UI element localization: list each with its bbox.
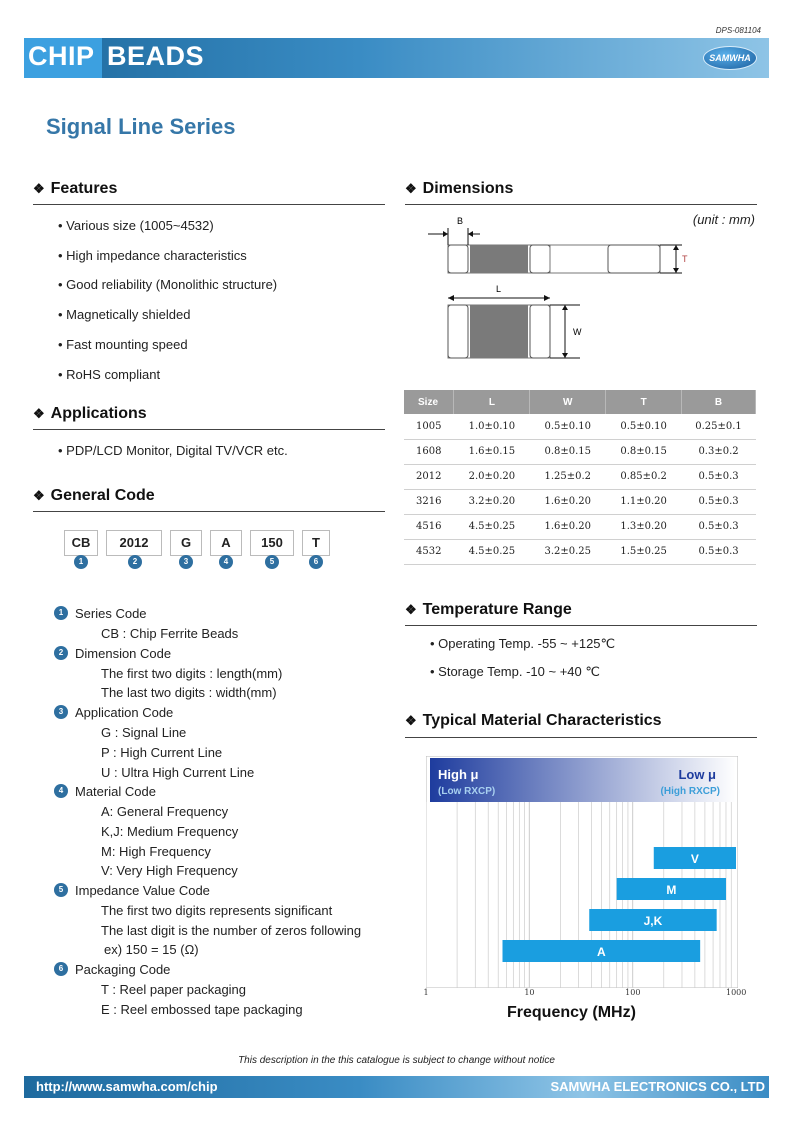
- bar-label: V: [690, 852, 699, 866]
- unit-note: (unit : mm): [692, 212, 755, 227]
- table-cell: 0.5±0.3: [682, 539, 756, 564]
- code-number-badge: 6: [54, 962, 68, 976]
- low-mu-label: Low μ: [678, 767, 716, 782]
- table-cell: 1608: [404, 439, 454, 464]
- feature-item: • Magnetically shielded: [58, 307, 191, 322]
- table-cell: 4.5±0.25: [454, 514, 530, 539]
- temperature-heading: ❖ Temperature Range: [405, 601, 572, 618]
- arrow-head-icon: [544, 295, 550, 301]
- impedance-code-line: ex) 150 = 15 (Ω): [104, 942, 199, 957]
- table-cell: 3.2±0.20: [454, 489, 530, 514]
- code-box-application: G: [170, 530, 202, 556]
- table-cell: 4532: [404, 539, 454, 564]
- arrow-head-icon: [448, 295, 454, 301]
- material-frequency-chart: [426, 756, 738, 988]
- material-rule: [405, 737, 757, 738]
- table-cell: 0.5±0.10: [606, 414, 682, 439]
- table-cell: 0.5±0.3: [682, 489, 756, 514]
- diamond-icon: ❖: [405, 181, 417, 196]
- bar-label: M: [666, 883, 677, 897]
- table-header-row: [404, 390, 756, 414]
- x-tick-label: 10: [524, 988, 535, 997]
- chip-body: [470, 245, 528, 273]
- material-code-line: K,J: Medium Frequency: [101, 824, 239, 839]
- code-number-badge: 3: [179, 555, 193, 569]
- table-cell: 0.5±0.3: [682, 464, 756, 489]
- arrow-head-icon: [443, 231, 448, 237]
- code-box-material: A: [210, 530, 242, 556]
- packaging-code-line: T : Reel paper packaging: [101, 982, 247, 997]
- table-cell: 0.8±0.15: [606, 439, 682, 464]
- dimension-code-title: Dimension Code: [75, 646, 172, 661]
- t-label: T: [682, 254, 688, 264]
- low-rxcp-label: (Low RXCP): [438, 786, 496, 797]
- table-row: [404, 439, 756, 464]
- footer-url-link[interactable]: http://www.samwha.com/chip: [36, 1079, 218, 1094]
- application-item: • PDP/LCD Monitor, Digital TV/VCR etc.: [58, 443, 288, 458]
- chip-electrode-right: [530, 245, 550, 273]
- table-cell: 1.25±0.2: [530, 464, 606, 489]
- chip-bottom-electrode-left: [448, 305, 468, 358]
- series-code-title: Series Code: [75, 606, 147, 621]
- table-cell: 4.5±0.25: [454, 539, 530, 564]
- table-cell: 0.5±0.3: [682, 514, 756, 539]
- material-code-line: V: Very High Frequency: [101, 863, 238, 878]
- code-box-series: CB: [64, 530, 98, 556]
- impedance-code-line: The first two digits represents significant: [101, 903, 333, 918]
- bar-label: A: [596, 945, 606, 959]
- code-number-badge: 5: [54, 883, 68, 897]
- code-number-badge: 3: [54, 705, 68, 719]
- code-box-impedance: 150: [250, 530, 294, 556]
- table-cell: 1.3±0.20: [606, 514, 682, 539]
- table-row: [404, 514, 756, 539]
- arrow-head-icon: [468, 231, 473, 237]
- header-chip-text: CHIP: [28, 41, 95, 71]
- document-code: DPS-081104: [715, 26, 761, 35]
- footer-company: SAMWHA ELECTRONICS CO., LTD: [550, 1079, 765, 1094]
- feature-item: • RoHS compliant: [58, 367, 161, 382]
- application-code-line: U : Ultra High Current Line: [101, 765, 255, 780]
- diamond-icon: ❖: [405, 602, 417, 617]
- table-cell: 1.5±0.25: [606, 539, 682, 564]
- table-cell: 0.3±0.2: [682, 439, 756, 464]
- table-row: [404, 489, 756, 514]
- disclaimer-note: This description in the this catalogue is subject to change without notice: [238, 1055, 555, 1066]
- chip-bottom-body: [470, 305, 528, 358]
- diamond-icon: ❖: [33, 488, 45, 503]
- chip-side-electrode: [608, 245, 660, 273]
- table-cell: 1.6±0.20: [530, 514, 606, 539]
- application-code-line: P : High Current Line: [101, 745, 223, 760]
- storage-temp: • Storage Temp. -10 ~ +40 ℃: [430, 664, 600, 679]
- x-tick-label: 1000: [726, 988, 747, 997]
- feature-item: • Various size (1005~4532): [58, 218, 214, 233]
- dimensions-heading: ❖ Dimensions: [405, 180, 514, 197]
- feature-item: • High impedance characteristics: [58, 248, 247, 263]
- series-code-line: CB : Chip Ferrite Beads: [101, 626, 239, 641]
- samwha-logo: SAMWHA: [703, 46, 757, 70]
- material-code-line: A: General Frequency: [101, 804, 229, 819]
- impedance-code-line: The last digit is the number of zeros following: [101, 923, 362, 938]
- w-label: W: [573, 327, 582, 337]
- high-mu-label: High μ: [438, 767, 479, 782]
- table-cell: 4516: [404, 514, 454, 539]
- x-axis-label: Frequency (MHz): [507, 1004, 636, 1021]
- table-cell: 2.0±0.20: [454, 464, 530, 489]
- table-cell: 1005: [404, 414, 454, 439]
- material-code-title: Material Code: [75, 784, 156, 799]
- table-row: [404, 539, 756, 564]
- table-cell: 0.5±0.10: [530, 414, 606, 439]
- table-cell: 1.0±0.10: [454, 414, 530, 439]
- table-cell: 0.8±0.15: [530, 439, 606, 464]
- applications-heading: ❖ Applications: [33, 405, 147, 422]
- b-label: B: [457, 216, 464, 226]
- code-number-badge: 4: [54, 784, 68, 798]
- table-cell: 0.85±0.2: [606, 464, 682, 489]
- table-row: [404, 414, 756, 439]
- code-number-badge: 2: [54, 646, 68, 660]
- diamond-icon: ❖: [33, 181, 45, 196]
- arrow-head-icon: [562, 305, 568, 310]
- application-code-title: Application Code: [75, 705, 174, 720]
- table-header-size: Size: [404, 390, 454, 414]
- table-cell: 2012: [404, 464, 454, 489]
- feature-item: • Good reliability (Monolithic structure): [58, 277, 278, 292]
- x-tick-label: 100: [625, 988, 641, 997]
- diamond-icon: ❖: [405, 713, 417, 728]
- operating-temp: • Operating Temp. -55 ~ +125℃: [430, 636, 616, 651]
- arrow-head-icon: [673, 245, 679, 250]
- table-row: [404, 464, 756, 489]
- table-cell: 3.2±0.25: [530, 539, 606, 564]
- arrow-head-icon: [562, 353, 568, 358]
- chip-electrode-left: [448, 245, 468, 273]
- bar-label: J,K: [643, 914, 663, 928]
- table-header-w: W: [530, 390, 606, 414]
- x-tick-label: 1: [423, 988, 429, 997]
- general-code-heading: ❖ General Code: [33, 487, 155, 504]
- dimension-code-line: The first two digits : length(mm): [101, 666, 283, 681]
- diamond-icon: ❖: [33, 406, 45, 421]
- material-code-line: M: High Frequency: [101, 844, 211, 859]
- code-number-badge: 1: [74, 555, 88, 569]
- features-heading: ❖ Features: [33, 180, 118, 197]
- table-cell: 1.6±0.15: [454, 439, 530, 464]
- code-number-badge: 4: [219, 555, 233, 569]
- code-number-badge: 1: [54, 606, 68, 620]
- table-cell: 1.6±0.20: [530, 489, 606, 514]
- code-number-badge: 5: [265, 555, 279, 569]
- features-rule: [33, 204, 385, 205]
- header-beads-text: BEADS: [107, 41, 205, 71]
- table-cell: 1.1±0.20: [606, 489, 682, 514]
- dimension-code-line: The last two digits : width(mm): [101, 685, 277, 700]
- table-header-b: B: [682, 390, 756, 414]
- feature-item: • Fast mounting speed: [58, 337, 188, 352]
- material-heading: ❖ Typical Material Characteristics: [405, 712, 662, 729]
- packaging-code-title: Packaging Code: [75, 962, 171, 977]
- dimension-table: [404, 390, 756, 565]
- application-code-line: G : Signal Line: [101, 725, 187, 740]
- code-number-badge: 6: [309, 555, 323, 569]
- arrow-head-icon: [673, 268, 679, 273]
- table-header-t: T: [606, 390, 682, 414]
- code-number-badge: 2: [128, 555, 142, 569]
- table-header-l: L: [454, 390, 530, 414]
- packaging-code-line: E : Reel embossed tape packaging: [101, 1002, 303, 1017]
- applications-rule: [33, 429, 385, 430]
- series-title: Signal Line Series: [46, 114, 236, 139]
- table-cell: 0.25±0.1: [682, 414, 756, 439]
- l-label: L: [496, 284, 502, 294]
- chip-dimension-diagram: [420, 210, 700, 370]
- chip-bottom-electrode-right: [530, 305, 550, 358]
- high-rxcp-label: (High RXCP): [660, 786, 720, 797]
- code-box-dimension: 2012: [106, 530, 162, 556]
- impedance-code-title: Impedance Value Code: [75, 883, 210, 898]
- general-code-rule: [33, 511, 385, 512]
- table-cell: 3216: [404, 489, 454, 514]
- code-box-packaging: T: [302, 530, 330, 556]
- dimensions-rule: [405, 204, 757, 205]
- temperature-rule: [405, 625, 757, 626]
